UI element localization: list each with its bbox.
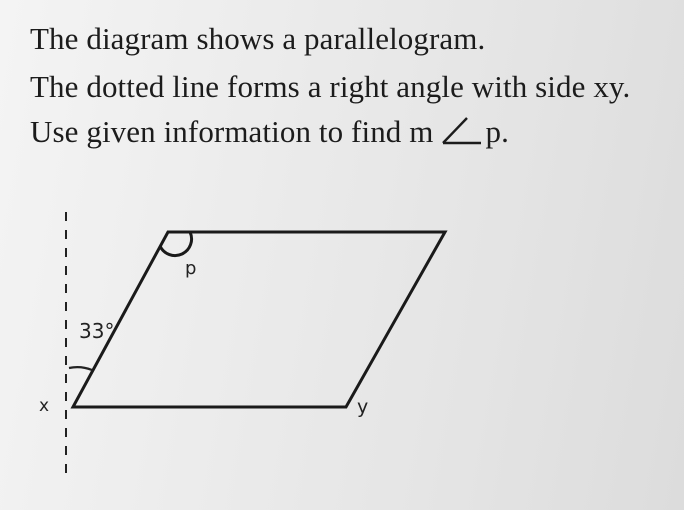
vertex-y-label: y bbox=[357, 396, 369, 418]
problem-text-3a: Use given information to find bbox=[30, 114, 402, 149]
problem-text-2: The dotted line forms a right angle with side xy. bbox=[30, 69, 631, 104]
angle-33-label: 33° bbox=[79, 319, 115, 343]
angle-p-label: p bbox=[185, 258, 197, 279]
vertex-x-label: x bbox=[39, 396, 50, 416]
problem-text-1: The diagram shows a parallelogram. bbox=[30, 21, 486, 56]
parallelogram-shape bbox=[73, 232, 445, 407]
measure-symbol: m bbox=[409, 114, 434, 149]
problem-text-3b: p. bbox=[485, 114, 509, 149]
angle-arc-33 bbox=[69, 367, 92, 370]
